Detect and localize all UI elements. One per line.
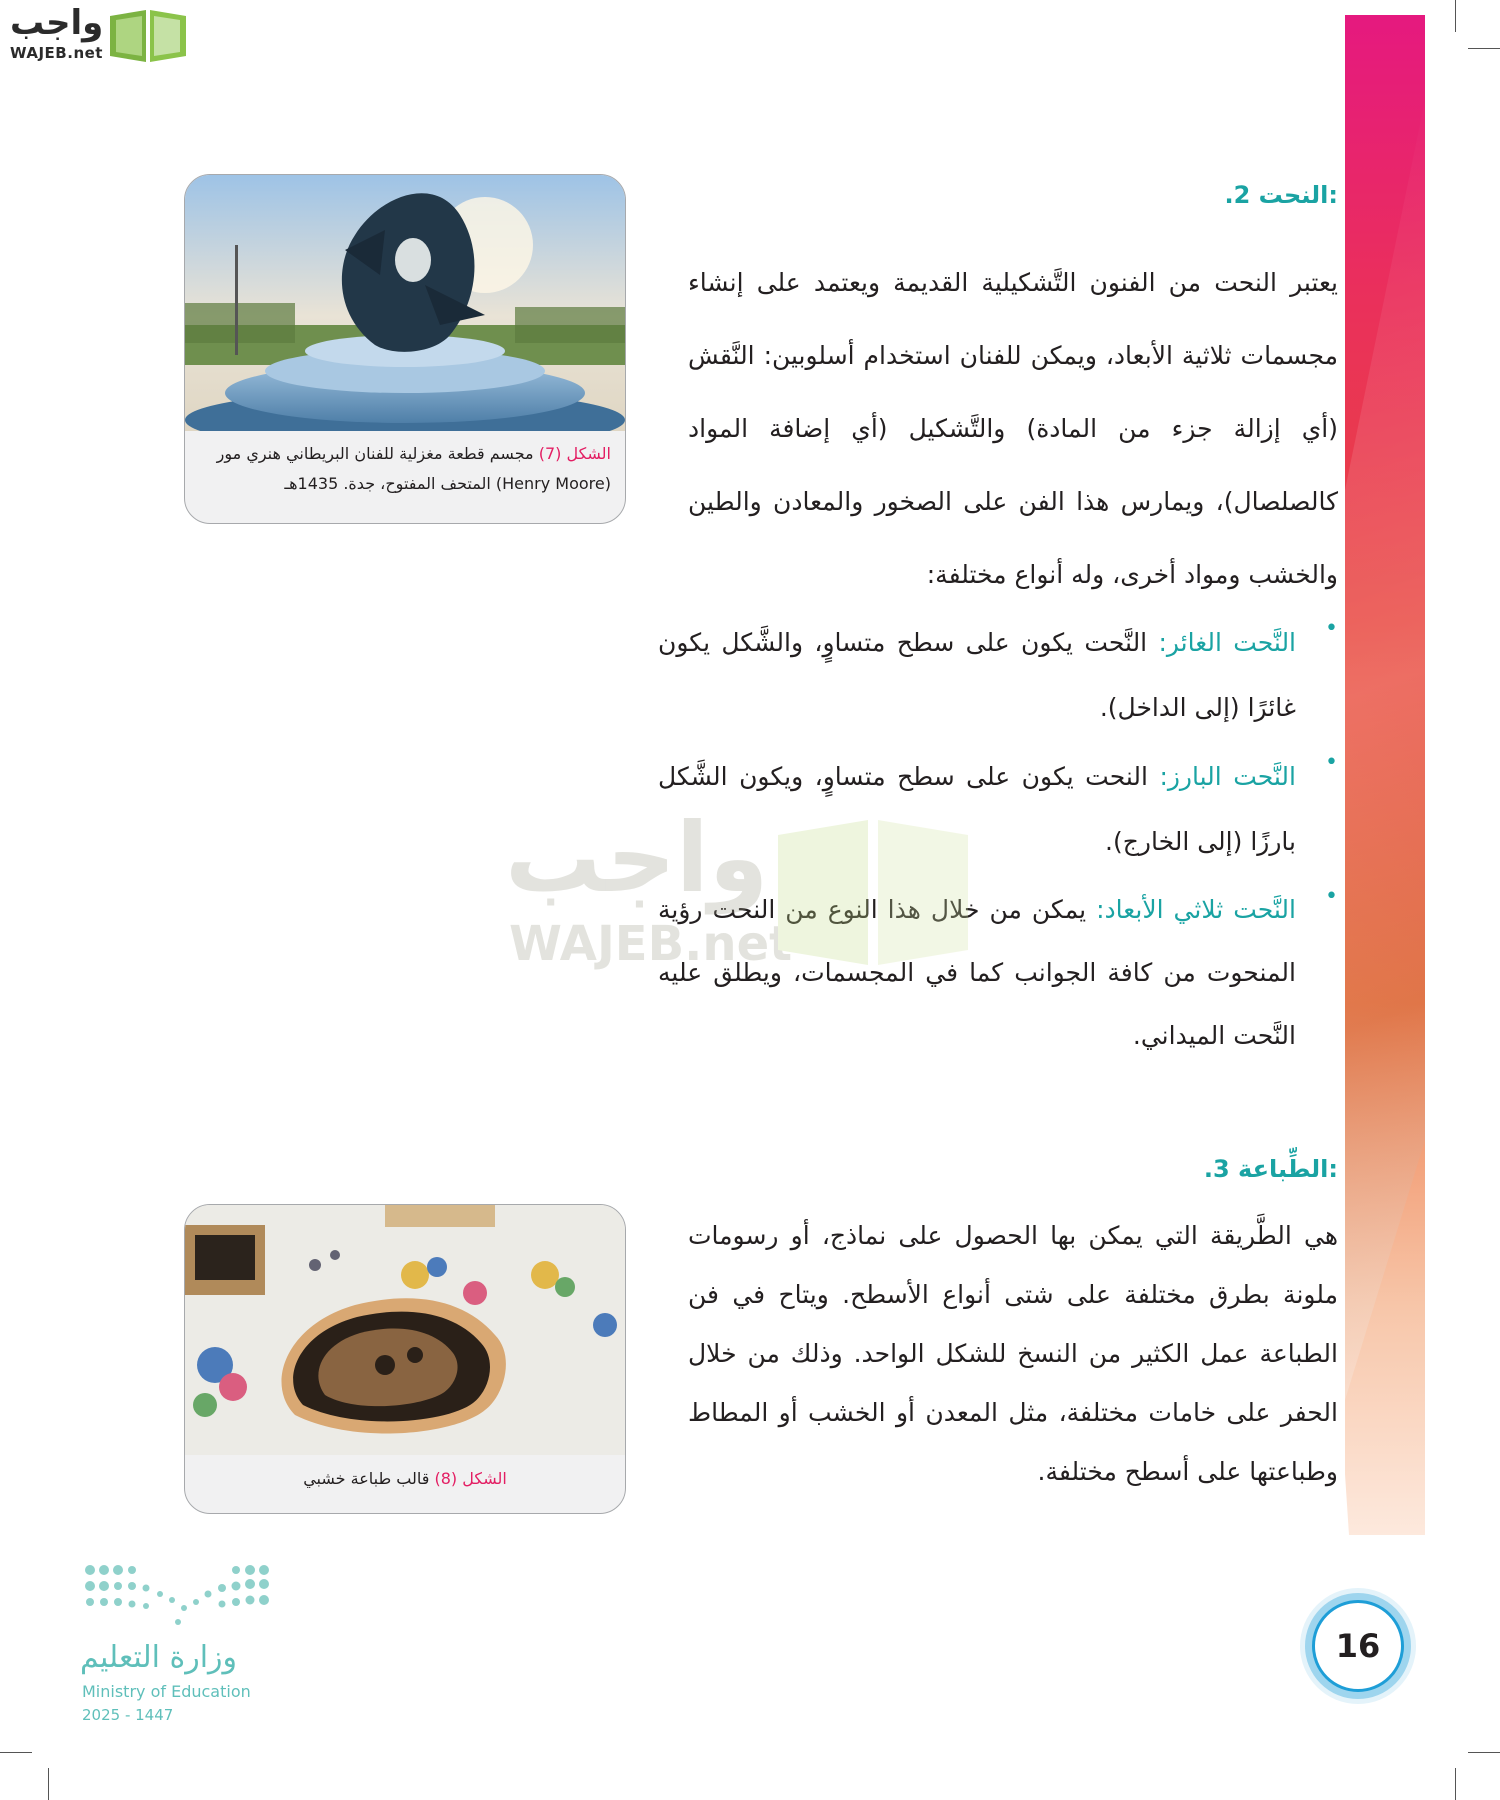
bullet-description: النحت يكون على سطح متساوٍ، ويكون الشَّكل بارزًا (إلى الخارج). [658, 762, 1296, 856]
bullet-term: النَّحت ثلاثي الأبعاد: [1096, 895, 1296, 924]
list-item [658, 878, 1338, 1067]
section-heading-printing: .3 الطِّباعة: [1203, 1155, 1338, 1183]
book-logo-icon [108, 6, 188, 64]
bullet-dot-icon: • [1325, 884, 1338, 909]
crop-mark [48, 1768, 49, 1800]
bullet-text [658, 744, 1296, 874]
ministry-name-english: Ministry of Education [82, 1682, 251, 1701]
bullet-text [658, 878, 1296, 1067]
bullet-term: النَّحت الغائر: [1158, 628, 1297, 657]
section-heading-sculpture: .2 النحت: [1224, 181, 1338, 209]
watermark-arabic: واجب [505, 802, 769, 914]
bullet-description: النَّحت يكون على سطح متساوٍ، والشَّكل يكون غائرًا (إلى الداخل). [658, 628, 1296, 722]
crop-mark [0, 1752, 32, 1753]
sculpture-paragraph: يعتبر النحت من الفنون التَّشكيلية القديمة ويعتمد على إنشاء مجسمات ثلاثية الأبعاد، ويمكن للفنان استخدام أسلوبين: النَّقش (أي إزالة جزء من المادة) والتَّشكيل (أي إضافة المواد كالصلصال)، ويمارس هذا الفن على الصخور والمعادن والطين والخشب ومواد أخرى، وله أنواع مختلفة: [688, 268, 1338, 589]
crop-mark [1455, 1768, 1456, 1800]
list-item [658, 610, 1338, 740]
figure-8-label: الشكل (8) [434, 1469, 507, 1488]
bullet-text [658, 610, 1296, 740]
figure-8-caption [185, 1455, 625, 1493]
figure-7-caption-text: مجسم قطعة مغزلية للفنان البريطاني هنري مور (Henry Moore) المتحف المفتوح، جدة. 1435هـ [216, 444, 611, 493]
list-item [658, 744, 1338, 874]
sculpture-types-list [658, 610, 1338, 1067]
figure-7-card [184, 174, 626, 524]
bullet-description: يمكن من خلال هذا النوع من النحت رؤية المنحوت من كافة الجوانب كما في المجسمات، ويطلق عليه النَّحت الميداني. [658, 895, 1296, 1050]
bullet-term: النَّحت البارز: [1159, 762, 1296, 791]
crop-mark [1455, 0, 1456, 32]
watermark-latin: WAJEB.net [509, 916, 793, 972]
figure-7-label: الشكل (7) [538, 444, 611, 463]
sculpture-photo [185, 175, 625, 431]
woodblock-photo [185, 1205, 625, 1455]
printing-paragraph: هي الطَّريقة التي يمكن بها الحصول على نماذج، أو رسومات ملونة بطرق مختلفة على شتى أنواع الأسطح. ويتاح في فن الطباعة عمل الكثير من النسخ للشكل الواحد. وذلك من خلال الحفر على خامات مختلفة، مثل المعدن أو الخشب أو المطاط وطباعتها على أسطح مختلفة. [688, 1221, 1338, 1486]
figure-7-caption [185, 431, 625, 499]
figure-8-caption-text: قالب طباعة خشبي [303, 1469, 435, 1488]
crop-mark [1468, 1752, 1500, 1753]
site-logo-arabic: واجب [10, 3, 104, 43]
page-number: 16 [1312, 1600, 1404, 1692]
bullet-dot-icon: • [1325, 750, 1338, 775]
ministry-dots-logo-icon [82, 1562, 272, 1630]
figure-8-card [184, 1204, 626, 1514]
site-logo-latin: WAJEB.net [10, 44, 103, 62]
crop-mark [1468, 48, 1500, 49]
academic-year: 2025 - 1447 [82, 1706, 174, 1724]
bullet-dot-icon: • [1325, 616, 1338, 641]
ministry-name-arabic: وزارة التعليم [80, 1640, 238, 1675]
